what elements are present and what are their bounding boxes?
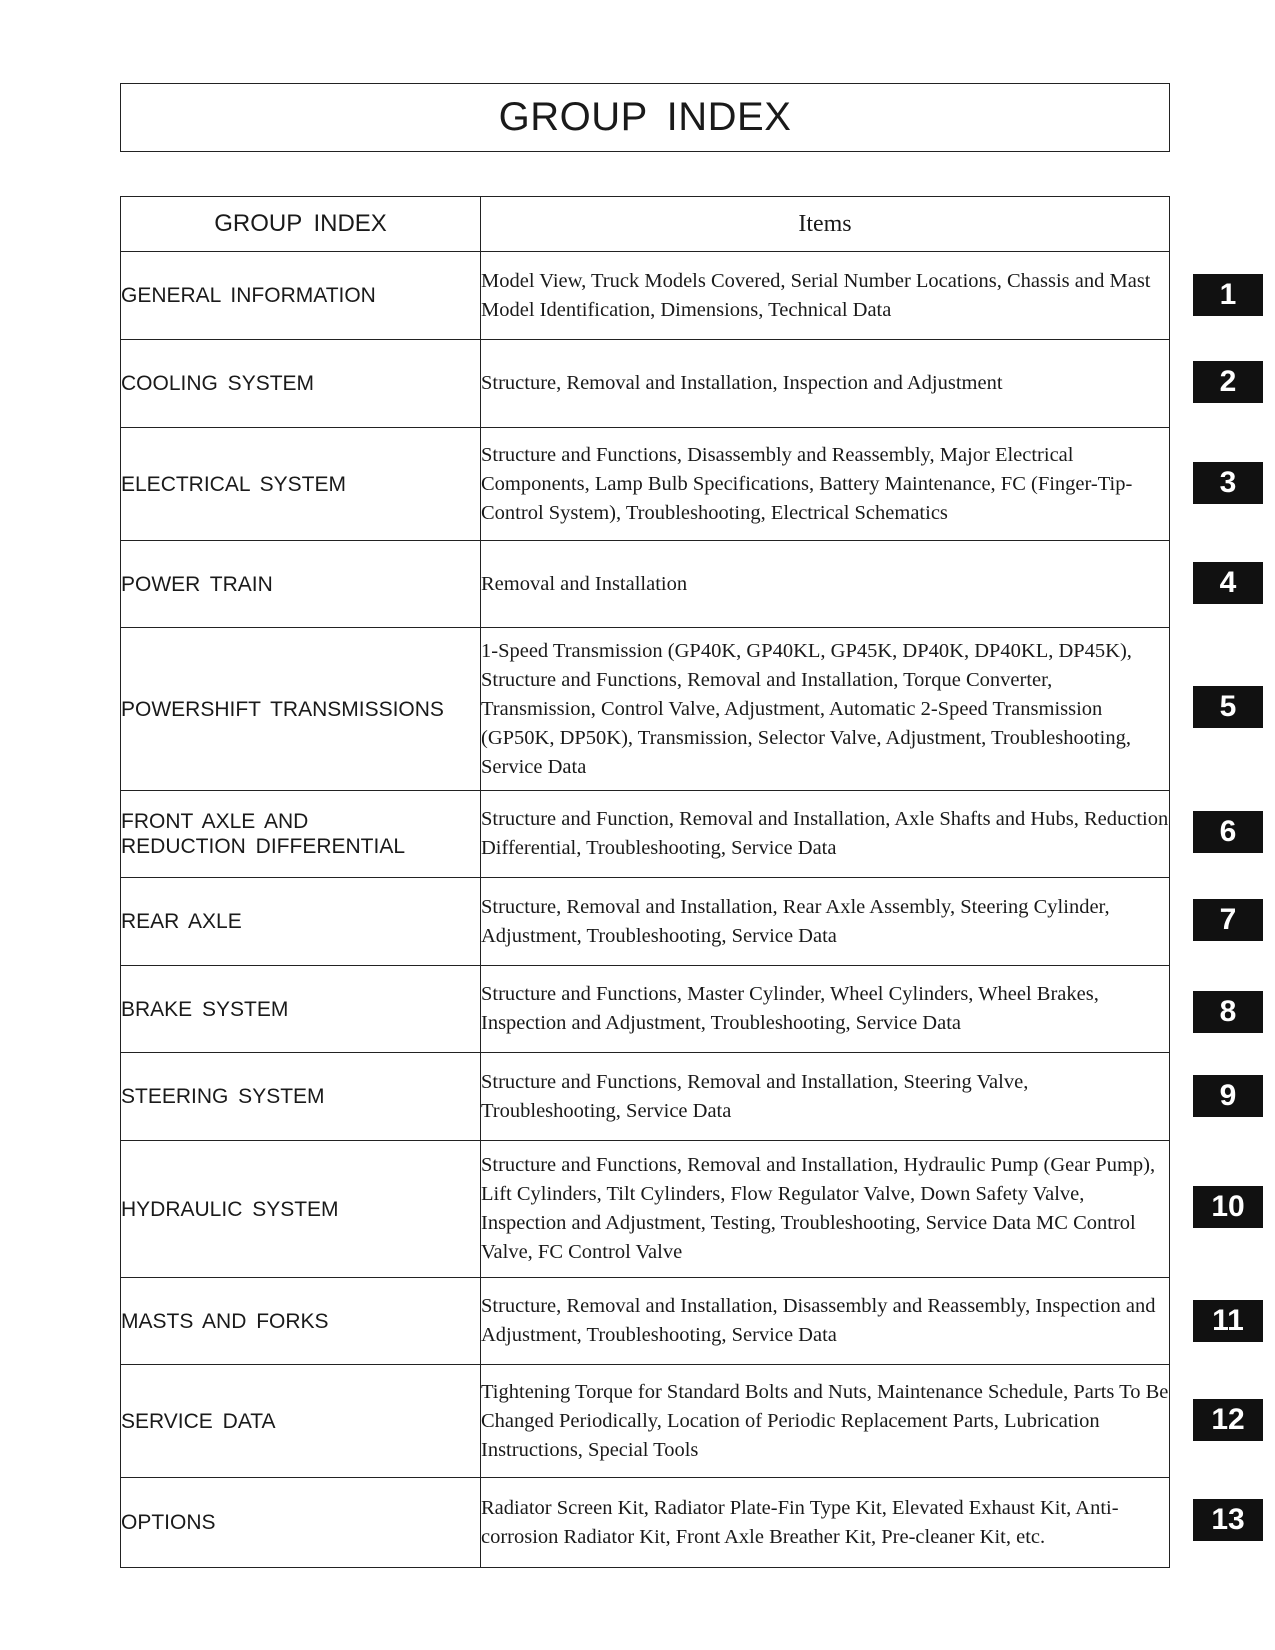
section-tab-2[interactable]: 2 <box>1193 361 1263 403</box>
page-title: GROUP INDEX <box>498 95 792 139</box>
group-items: Structure, Removal and Installation, Inspection and Adjustment <box>481 340 1170 428</box>
table-row <box>121 1365 1170 1478</box>
group-name: MASTS AND FORKS <box>121 1278 481 1365</box>
group-name: COOLING SYSTEM <box>121 340 481 428</box>
group-name: STEERING SYSTEM <box>121 1053 481 1141</box>
group-name: REAR AXLE <box>121 878 481 966</box>
group-index-table <box>120 196 1170 1568</box>
group-items: 1-Speed Transmission (GP40K, GP40KL, GP45K, DP40K, DP40KL, DP45K), Structure and Functions, Removal and Installation, Torque Converter, Transmission, Control Valve, Adjustment, Automatic 2-Speed Transmission (GP50K, DP50K), Transmission, Selector Valve, Adjustment, Troubleshooting, Service Data <box>481 628 1170 791</box>
section-tab-8[interactable]: 8 <box>1193 991 1263 1033</box>
table-row <box>121 340 1170 428</box>
group-items: Structure and Functions, Disassembly and Reassembly, Major Electrical Components, Lamp Bulb Specifications, Battery Maintenance, FC (Finger-Tip-Control System), Troubleshooting, Electrical Schematics <box>481 428 1170 541</box>
table-row <box>121 1053 1170 1141</box>
group-items: Structure and Function, Removal and Installation, Axle Shafts and Hubs, Reduction Differential, Troubleshooting, Service Data <box>481 791 1170 878</box>
table-row <box>121 878 1170 966</box>
group-name: HYDRAULIC SYSTEM <box>121 1141 481 1278</box>
section-tab-7[interactable]: 7 <box>1193 899 1263 941</box>
group-items: Structure and Functions, Removal and Installation, Hydraulic Pump (Gear Pump), Lift Cylinders, Tilt Cylinders, Flow Regulator Valve, Down Safety Valve, Inspection and Adjustment, Testing, Troubleshooting, Service Data MC Control Valve, FC Control Valve <box>481 1141 1170 1278</box>
group-items: Tightening Torque for Standard Bolts and Nuts, Maintenance Schedule, Parts To Be Changed Periodically, Location of Periodic Replacement Parts, Lubrication Instructions, Special Tools <box>481 1365 1170 1478</box>
table-row <box>121 628 1170 791</box>
group-name: POWERSHIFT TRANSMISSIONS <box>121 628 481 791</box>
header-group-index: GROUP INDEX <box>121 197 481 252</box>
section-tab-3[interactable]: 3 <box>1193 462 1263 504</box>
table-row <box>121 966 1170 1053</box>
group-items: Radiator Screen Kit, Radiator Plate-Fin Type Kit, Elevated Exhaust Kit, Anti-corrosion Radiator Kit, Front Axle Breather Kit, Pre-cleaner Kit, etc. <box>481 1478 1170 1568</box>
table-row <box>121 791 1170 878</box>
group-items: Structure, Removal and Installation, Disassembly and Reassembly, Inspection and Adjustment, Troubleshooting, Service Data <box>481 1278 1170 1365</box>
group-items: Model View, Truck Models Covered, Serial Number Locations, Chassis and Mast Model Identification, Dimensions, Technical Data <box>481 252 1170 340</box>
page-title-box <box>120 83 1170 152</box>
table-row <box>121 428 1170 541</box>
table-header-row <box>121 197 1170 252</box>
section-tab-10[interactable]: 10 <box>1193 1186 1263 1228</box>
table-row <box>121 541 1170 628</box>
section-tab-12[interactable]: 12 <box>1193 1399 1263 1441</box>
section-tab-6[interactable]: 6 <box>1193 811 1263 853</box>
group-items: Structure and Functions, Master Cylinder, Wheel Cylinders, Wheel Brakes, Inspection and Adjustment, Troubleshooting, Service Data <box>481 966 1170 1053</box>
group-name: OPTIONS <box>121 1478 481 1568</box>
group-name: FRONT AXLE AND REDUCTION DIFFERENTIAL <box>121 791 481 878</box>
group-items: Structure and Functions, Removal and Installation, Steering Valve, Troubleshooting, Service Data <box>481 1053 1170 1141</box>
header-items: Items <box>481 197 1170 252</box>
table-row <box>121 1478 1170 1568</box>
section-tab-11[interactable]: 11 <box>1193 1300 1263 1342</box>
group-items: Removal and Installation <box>481 541 1170 628</box>
section-tab-5[interactable]: 5 <box>1193 686 1263 728</box>
table-row <box>121 252 1170 340</box>
section-tab-4[interactable]: 4 <box>1193 562 1263 604</box>
group-items: Structure, Removal and Installation, Rear Axle Assembly, Steering Cylinder, Adjustment, Troubleshooting, Service Data <box>481 878 1170 966</box>
group-name: SERVICE DATA <box>121 1365 481 1478</box>
group-name: BRAKE SYSTEM <box>121 966 481 1053</box>
group-name: ELECTRICAL SYSTEM <box>121 428 481 541</box>
group-name: POWER TRAIN <box>121 541 481 628</box>
group-name: GENERAL INFORMATION <box>121 252 481 340</box>
section-tab-13[interactable]: 13 <box>1193 1499 1263 1541</box>
table-row <box>121 1141 1170 1278</box>
table-row <box>121 1278 1170 1365</box>
section-tab-1[interactable]: 1 <box>1193 274 1263 316</box>
section-tab-9[interactable]: 9 <box>1193 1075 1263 1117</box>
